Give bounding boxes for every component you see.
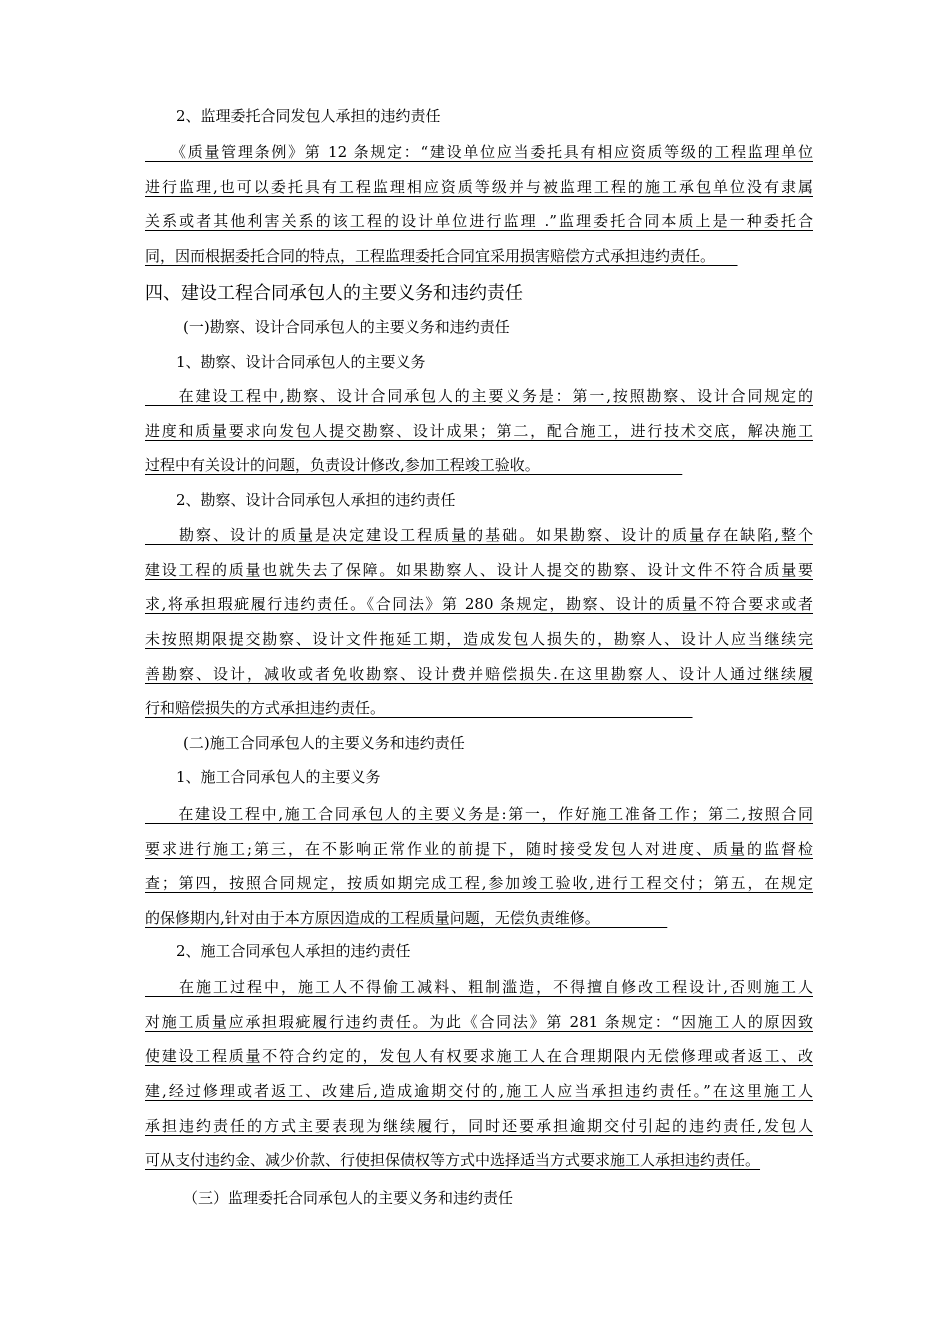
section-heading: 2、施工合同承包人承担的违约责任: [176, 942, 411, 960]
paragraph-line: 未按照期限提交勘察、设计文件拖延工期，造成发包人损失的，勘察人、设计人应当继续完: [145, 630, 813, 649]
section-heading: 2、勘察、设计合同承包人承担的违约责任: [176, 491, 456, 509]
paragraph-line: 建设工程的质量也就失去了保障。如果勘察人、设计人提交的勘察、设计文件不符合质量要: [145, 560, 813, 579]
paragraph-line: 使建设工程质量不符合约定的，发包人有权要求施工人在合理期限内无偿修理或者返工、改: [145, 1047, 813, 1066]
paragraph-line: 在建设工程中,勘察、设计合同承包人的主要义务是：第一,按照勘察、设计合同规定的: [145, 387, 813, 405]
paragraph-line: 建,经过修理或者返工、改建后,造成逾期交付的,施工人应当承担违约责任。”在这里施工人: [145, 1082, 813, 1101]
paragraph-line: 进度和质量要求向发包人提交勘察、设计成果；第二，配合施工，进行技术交底，解决施工: [145, 421, 813, 440]
subsection-heading: (二)施工合同承包人的主要义务和违约责任: [183, 734, 465, 752]
paragraph-line: 在施工过程中，施工人不得偷工减料、粗制滥造，不得擅自修改工程设计,否则施工人: [145, 978, 813, 996]
paragraph-line: 求,将承担瑕疵履行违约责任。《合同法》第 280 条规定，勘察、设计的质量不符合要求或者: [145, 595, 813, 614]
paragraph-line: 同，因而根据委托合同的特点，工程监理委托合同宜采用损害赔偿方式承担违约责任。: [145, 247, 738, 266]
paragraph-line: 进行监理,也可以委托具有工程监理相应资质等级并与被监理工程的施工承包单位没有隶属: [145, 177, 813, 196]
paragraph-line: 承担违约责任的方式主要表现为继续履行，同时还要承担逾期交付引起的违约责任,发包人: [145, 1116, 813, 1135]
paragraph-line: 的保修期内,针对由于本方原因造成的工程质量问题，无偿负责维修。: [145, 909, 668, 928]
chapter-heading: 四、建设工程合同承包人的主要义务和违约责任: [145, 283, 523, 304]
paragraph-line: 行和赔偿损失的方式承担违约责任。: [145, 699, 693, 718]
paragraph-line: 善勘察、设计，减收或者免收勘察、设计费并赔偿损失.在这里勘察人、设计人通过继续履: [145, 664, 813, 683]
paragraph-survey-obligations: [145, 379, 813, 483]
paragraph-line: 勘察、设计的质量是决定建设工程质量的基础。如果勘察、设计的质量存在缺陷,整个: [145, 526, 813, 544]
paragraph-line: 要求进行施工;第三，在不影响正常作业的前提下，随时接受发包人对进度、质量的监督检: [145, 839, 813, 858]
section-heading: 1、施工合同承包人的主要义务: [176, 768, 381, 786]
subsection-heading: (一)勘察、设计合同承包人的主要义务和违约责任: [183, 318, 510, 336]
paragraph-line: 关系或者其他利害关系的该工程的设计单位进行监理 .”监理委托合同本质上是一种委托合: [145, 212, 813, 231]
paragraph-line: 可从支付违约金、减少价款、行使担保债权等方式中选择适当方式要求施工人承担违约责任。: [145, 1151, 761, 1170]
paragraph-line: 查；第四，按照合同规定，按质如期完成工程,参加竣工验收,进行工程交付；第五，在规定: [145, 874, 813, 893]
paragraph-line: 过程中有关设计的问题，负责设计修改,参加工程竣工验收。: [145, 456, 683, 475]
paragraph-construction-obligations: [145, 797, 813, 936]
paragraph-line: 《质量管理条例》第 12 条规定：“建设单位应当委托具有相应资质等级的工程监理单位: [145, 143, 813, 161]
section-heading: 1、勘察、设计合同承包人的主要义务: [176, 353, 426, 371]
paragraph-line: 在建设工程中,施工合同承包人的主要义务是:第一，作好施工准备工作；第二,按照合同: [145, 805, 813, 823]
paragraph-line: 对施工质量应承担瑕疵履行违约责任。为此《合同法》第 281 条规定：“因施工人的原因致: [145, 1012, 813, 1031]
subsection-heading: （三）监理委托合同承包人的主要义务和违约责任: [183, 1189, 514, 1207]
paragraph-supervision-employer-liability: [145, 135, 813, 274]
section-heading: 2、监理委托合同发包人承担的违约责任: [176, 107, 441, 125]
paragraph-construction-liability: [145, 970, 813, 1178]
paragraph-survey-liability: [145, 518, 813, 726]
